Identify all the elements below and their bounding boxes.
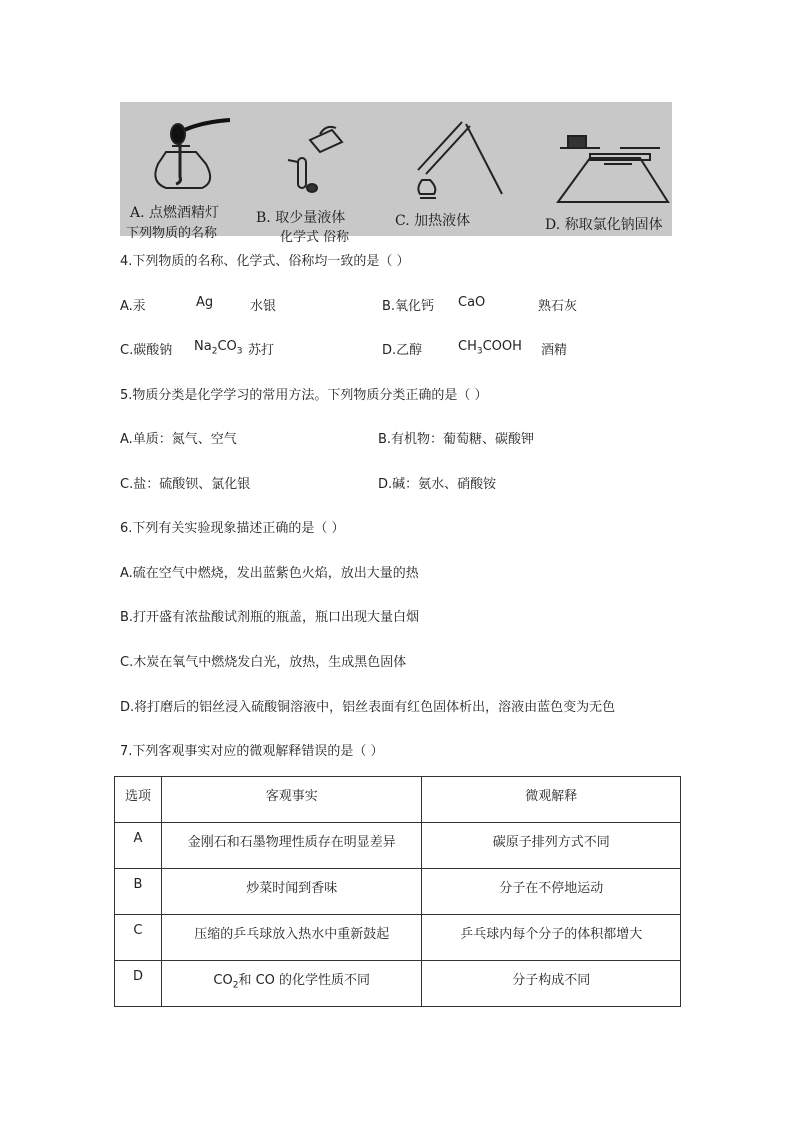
q5-stem: 5.物质分类是化学学习的常用方法。下列物质分类正确的是（ ） [120,388,488,403]
pour-liquid-figure [288,127,342,192]
table-cell-option: C [115,915,162,961]
lab-operations-photo [120,102,672,245]
table-header: 客观事实 [161,777,422,823]
q5-b: B.有机物：葡萄糖、碳酸钾 [378,432,535,447]
q4-b-name: B.氧化钙 [382,299,435,314]
caption-a: A. 点燃酒精灯 [130,205,220,221]
q4-stem: 4.下列物质的名称、化学式、俗称均一致的是（ ） [120,254,410,269]
table-cell-explain: 分子构成不同 [422,961,681,1007]
table-header: 微观解释 [422,777,681,823]
table-cell-fact: 金刚石和石墨物理性质存在明显差异 [161,823,422,869]
q4-d-common: 酒精 [541,343,568,358]
table-row [115,823,681,869]
q4-c-formula: $Na_2CO_3$ [194,339,243,357]
q4-b-formula: CaO [458,295,486,310]
table-cell-explain: 乒乓球内每个分子的体积都增大 [422,915,681,961]
table-cell-fact: 压缩的乒乓球放入热水中重新鼓起 [161,915,422,961]
table-cell-fact: 炒菜时闻到香味 [161,869,422,915]
q4-c-common: 苏打 [248,343,275,358]
table-row [115,869,681,915]
q4-d-name: D.乙醇 [382,343,423,358]
q4-a-formula: Ag [196,295,214,310]
q4-b-common: 熟石灰 [538,299,578,314]
q6-b: B.打开盛有浓盐酸试剂瓶的瓶盖，瓶口出现大量白烟 [120,610,420,625]
table-header: 选项 [115,777,162,823]
q6-c: C.木炭在氧气中燃烧发白光，放热，生成黑色固体 [120,655,407,670]
balance-scale-figure [558,136,668,202]
caption-d: D. 称取氯化钠固体 [545,217,663,233]
q7-stem: 7.下列客观事实对应的微观解释错误的是（ ） [120,744,384,759]
table-cell-fact: $CO_2$和 CO 的化学性质不同 [161,961,422,1007]
q5-d: D.碱：氨水、硝酸铵 [378,477,497,492]
q5-c: C.盐：硫酸钡、氯化银 [120,477,251,492]
table-row [115,961,681,1007]
caption-b: B. 取少量液体 [256,210,346,226]
table-cell-explain: 分子在不停地运动 [422,869,681,915]
q5-a: A.单质：氮气、空气 [120,432,237,447]
q4-d-formula: $CH_3COOH$ [458,339,522,357]
table-header-row [115,777,681,823]
table-cell-explain: 碳原子排列方式不同 [422,823,681,869]
table-cell-option: B [115,869,162,915]
q4-a-name: A.汞 [120,299,146,314]
q4-c-name: C.碳酸钠 [120,343,173,358]
table-row [115,915,681,961]
q6-a: A.硫在空气中燃烧，发出蓝紫色火焰，放出大量的热 [120,566,419,581]
q6-stem: 6.下列有关实验现象描述正确的是（ ） [120,521,345,536]
caption-c: C. 加热液体 [395,213,471,229]
cut-off-text: 下列物质的名称 [126,226,218,241]
table-cell-option: A [115,823,162,869]
q6-d: D.将打磨后的铝丝浸入硫酸铜溶液中，铝丝表面有红色固体析出，溶液由蓝色变为无色 [120,700,616,715]
alcohol-lamp-figure [155,120,230,188]
q4-a-common: 水银 [250,299,277,314]
q7-table [114,776,681,1007]
cut-off-text-2: 化学式 俗称 [280,230,350,245]
heating-tube-figure [418,122,502,198]
table-cell-option: D [115,961,162,1007]
